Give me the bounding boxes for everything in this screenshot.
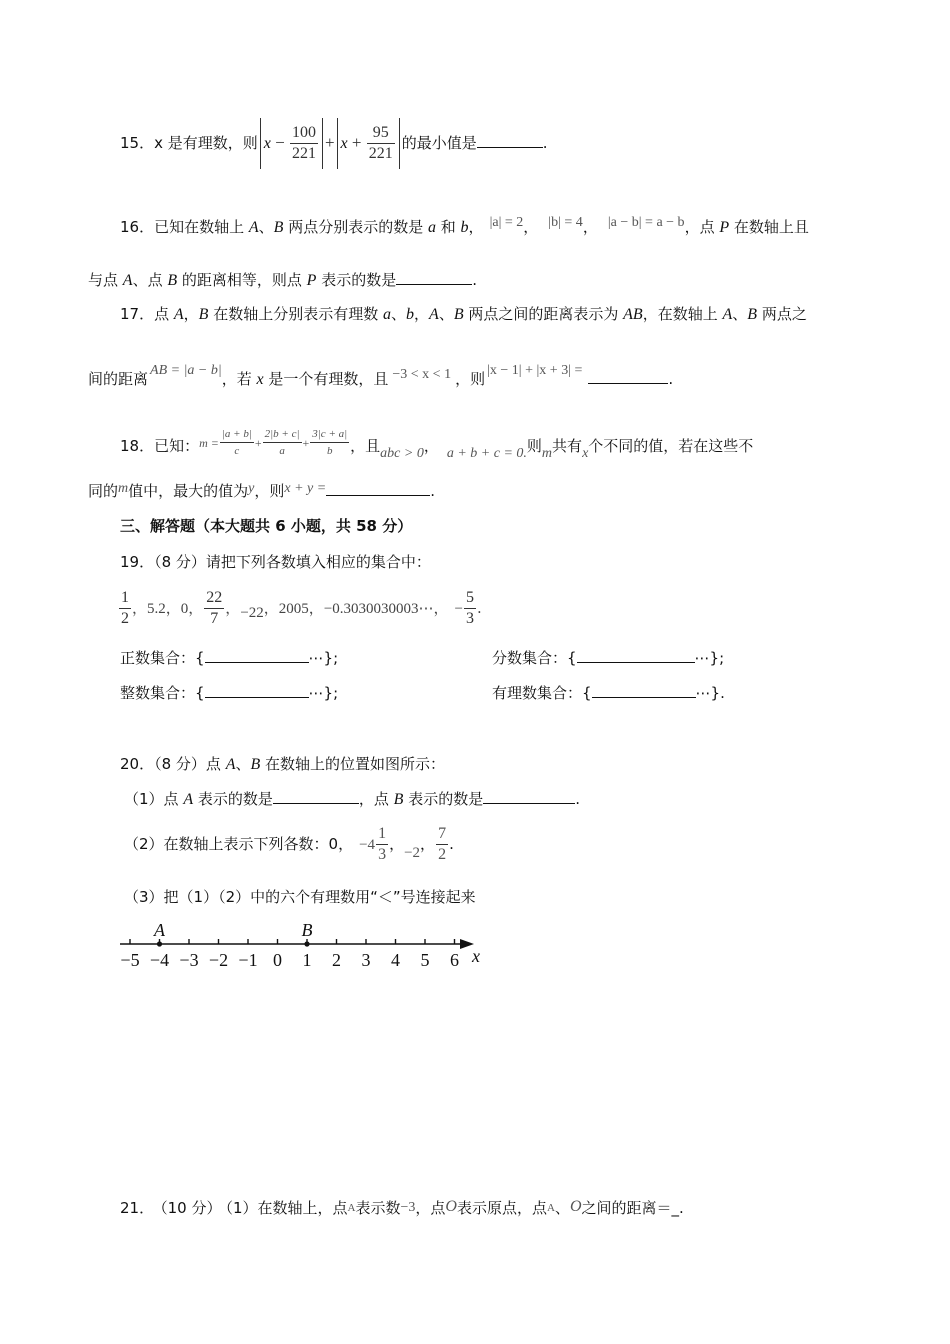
point-a-label: A [154,920,165,940]
q17-formula2: −3 < x < 1 [392,367,452,382]
q21-answer-blank[interactable]: _ [671,1199,680,1217]
axis-tick-label: −4 [149,950,170,970]
q17-number: 17． [120,305,155,323]
integer-set-blank[interactable] [205,683,309,698]
q17-answer-blank[interactable] [588,369,668,384]
axis-tick-label: −1 [238,950,258,970]
q15-text-post: 的最小值是 [401,134,477,152]
q17-formula1: AB = |a − b| [150,363,222,378]
q18-answer-blank[interactable] [326,481,430,496]
q20-part2: （2）在数轴上表示下列各数：0， −4 $\frac{1}{3}$ ，−2， $\frac{7}{2}$ . [124,825,454,863]
q18-formula: m = $\frac{|a + b|}{c}$ + $\frac{2|b + c|}{a}$ + $\frac{3|c + a|}{b}$ [199,428,348,457]
number-line [114,920,494,972]
q15-answer-blank[interactable] [477,133,543,148]
axis-tick-label: 5 [420,950,430,970]
q15-number: 15． [120,134,155,152]
q16-cond2: |b| = 4 [548,215,583,230]
q15-frac-1: $\frac{100}{221}$ [291,124,316,162]
q18-number: 18． [120,437,155,455]
point-b-label: B [301,920,313,940]
q19-numbers: $\frac{1}{2}$ ，5.2，0， $\frac{22}{7}$ ，−22，2005，−0.3030030003⋯， − $\frac{5}{3}$ . [121,589,482,627]
q15: 15．x 是有理数，则 x − $\frac{100}{221}$ + x + $\frac{95}{221}$ 的最小值是 . [120,118,548,169]
q15-frac-2: $\frac{95}{221}$ [368,124,393,162]
point-b-value-blank[interactable] [483,789,575,804]
axis-tick-label: 3 [361,950,371,970]
q19-set-fraction: 分数集合：{ ⋯}; [492,649,725,667]
q20-part3: （3）把（1）（2）中的六个有理数用“＜”号连接起来 [124,888,476,906]
axis-tick-label: 2 [332,950,341,970]
axis-tick-label: 1 [302,950,312,970]
axis-tick-label: −3 [179,950,199,970]
rational-set-blank[interactable] [592,683,696,698]
axis-var-label: x [472,946,480,966]
q16-cond1: |a| = 2 [489,215,524,230]
fraction-set-blank[interactable] [577,648,695,663]
section3-title: 三、解答题（本大题共 6 小题，共 58 分） [120,517,413,535]
q17-line1: 17．点 A，B 在数轴上分别表示有理数 a、b，A、B 两点之间的距离表示为 AB，在数轴上 A、B 两点之 [120,305,807,323]
q16-line1: 16．已知在数轴上 A、B 两点分别表示的数是 a 和 b， |a| = 2， |b| = 4， |a − b| = a − b，点 P 在数轴上且 [120,215,809,236]
point-a-dot [157,941,162,946]
q16-line2: 与点 A、点 B 的距离相等，则点 P 表示的数是 . [88,271,478,289]
q19-set-positive: 正数集合：{ ⋯}; [120,649,339,667]
q15-abs-1: x − $\frac{100}{221}$ [260,118,323,169]
q15-text-pre: x 是有理数，则 [154,134,258,152]
q19-set-integer: 整数集合：{ ⋯}; [120,684,339,702]
q19-title: 19．（8 分）请把下列各数填入相应的集合中： [120,553,431,571]
axis-tick-label: 4 [391,950,400,970]
q21: 21． （10 分） （1）在数轴上，点A表示数−3，点O表示原点，点A、O之间的距离＝_. [120,1198,684,1217]
axis-tick-label: 0 [273,950,282,970]
q16-answer-blank[interactable] [396,270,472,285]
positive-set-blank[interactable] [205,648,309,663]
q18-line1: 18．已知：m = $\frac{|a + b|}{c}$ + $\frac{2|b + c|}{a}$ + $\frac{3|c + a|}{b}$ ，且abc > 0， a + b + c = 0.则m共有x个不同的值，若在这些不 [120,428,754,461]
q15-abs-2: x + $\frac{95}{221}$ [337,118,400,169]
q17-line2: 间的距离 AB = |a − b|，若 x 是一个有理数，且 −3 < x < 1 ，则 |x − 1| + |x + 3| = . [88,363,674,388]
point-b-dot [304,941,309,946]
q20-part1: （1）点 A 表示的数是 ，点 B 表示的数是 . [124,790,580,808]
q20-title: 20．（8 分）点 A、B 在数轴上的位置如图所示： [120,755,446,773]
axis-tick-label: −5 [120,950,140,970]
q17-formula3: |x − 1| + |x + 3| = [487,363,583,378]
q16-cond3: |a − b| = a − b [607,215,685,230]
axis-tick-label: 6 [450,950,459,970]
point-a-value-blank[interactable] [273,789,359,804]
q16-number: 16． [120,218,155,236]
q19-set-rational: 有理数集合：{ ⋯}. [492,684,725,702]
axis-tick-label: −2 [208,950,229,970]
q18-line2: 同的m值中，最大的值为y，则x + y = . [88,481,435,500]
